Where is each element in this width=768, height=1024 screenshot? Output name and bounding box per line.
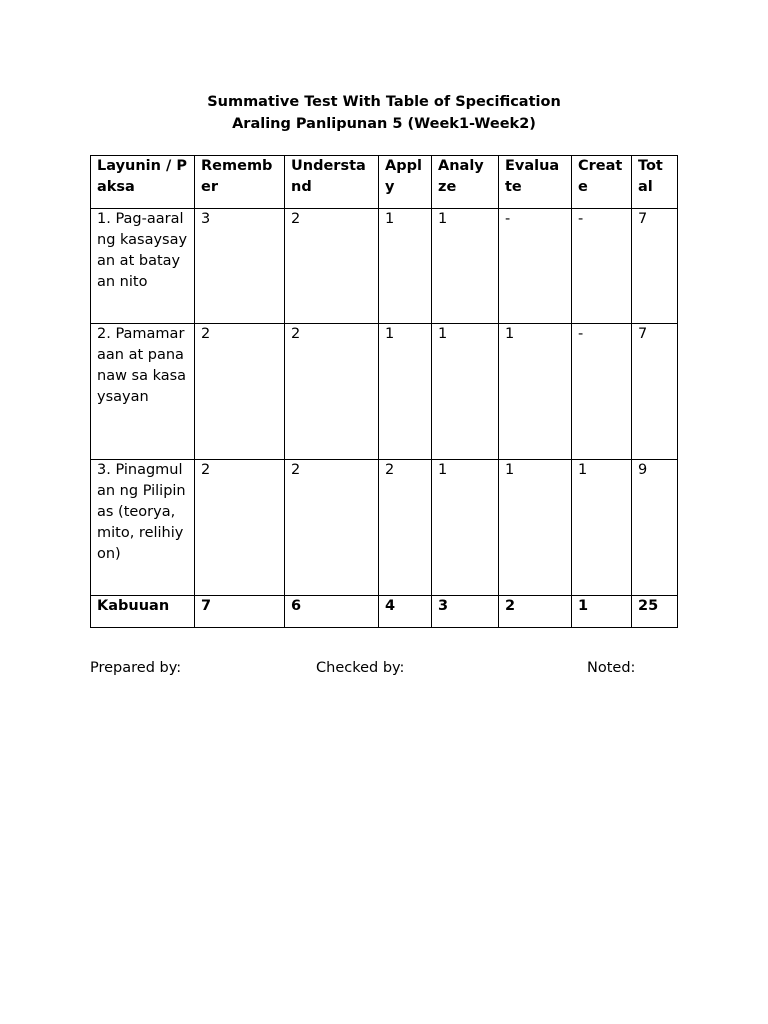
value-cell-total: 7 <box>632 324 678 460</box>
header-remember: Remember <box>195 156 285 209</box>
topic-cell: 2. Pamamaraan at pananaw sa kasaysayan <box>91 324 195 460</box>
value-cell-analyze: 1 <box>432 209 499 324</box>
value-cell-remember: 3 <box>195 209 285 324</box>
title-line-2: Araling Panlipunan 5 (Week1-Week2) <box>232 116 536 132</box>
total-remember: 7 <box>195 596 285 628</box>
specification-table <box>90 155 678 628</box>
value-cell-evaluate: 1 <box>499 324 572 460</box>
value-cell-total: 9 <box>632 460 678 596</box>
total-grand: 25 <box>632 596 678 628</box>
total-understand: 6 <box>285 596 379 628</box>
title-line-1: Summative Test With Table of Specification <box>207 94 561 110</box>
value-cell-evaluate: 1 <box>499 460 572 596</box>
header-analyze: Analyze <box>432 156 499 209</box>
table-row <box>91 324 678 460</box>
value-cell-understand: 2 <box>285 324 379 460</box>
checked-by-label: Checked by: <box>316 660 405 676</box>
value-cell-apply: 1 <box>379 209 432 324</box>
value-cell-understand: 2 <box>285 460 379 596</box>
value-cell-apply: 2 <box>379 460 432 596</box>
total-label: Kabuuan <box>91 596 195 628</box>
prepared-by-label: Prepared by: <box>90 660 182 676</box>
value-cell-remember: 2 <box>195 460 285 596</box>
value-cell-remember: 2 <box>195 324 285 460</box>
value-cell-create: 1 <box>572 460 632 596</box>
topic-cell: 3. Pinagmulan ng Pilipinas (teorya, mito, relihiyon) <box>91 460 195 596</box>
topic-cell: 1. Pag-aaral ng kasaysayan at batayan nito <box>91 209 195 324</box>
table-row <box>91 209 678 324</box>
value-cell-analyze: 1 <box>432 460 499 596</box>
table-header-row <box>91 156 678 209</box>
total-evaluate: 2 <box>499 596 572 628</box>
header-total: Total <box>632 156 678 209</box>
total-create: 1 <box>572 596 632 628</box>
value-cell-analyze: 1 <box>432 324 499 460</box>
header-create: Create <box>572 156 632 209</box>
header-apply: Apply <box>379 156 432 209</box>
noted-label: Noted: <box>587 660 636 676</box>
document-title <box>0 91 768 135</box>
value-cell-evaluate: - <box>499 209 572 324</box>
total-apply: 4 <box>379 596 432 628</box>
value-cell-apply: 1 <box>379 324 432 460</box>
value-cell-create: - <box>572 209 632 324</box>
signature-row <box>0 658 768 678</box>
header-understand: Understand <box>285 156 379 209</box>
header-layunin-paksa: Layunin / Paksa <box>91 156 195 209</box>
table-row <box>91 460 678 596</box>
total-row <box>91 596 678 628</box>
total-analyze: 3 <box>432 596 499 628</box>
value-cell-create: - <box>572 324 632 460</box>
value-cell-total: 7 <box>632 209 678 324</box>
header-evaluate: Evaluate <box>499 156 572 209</box>
value-cell-understand: 2 <box>285 209 379 324</box>
